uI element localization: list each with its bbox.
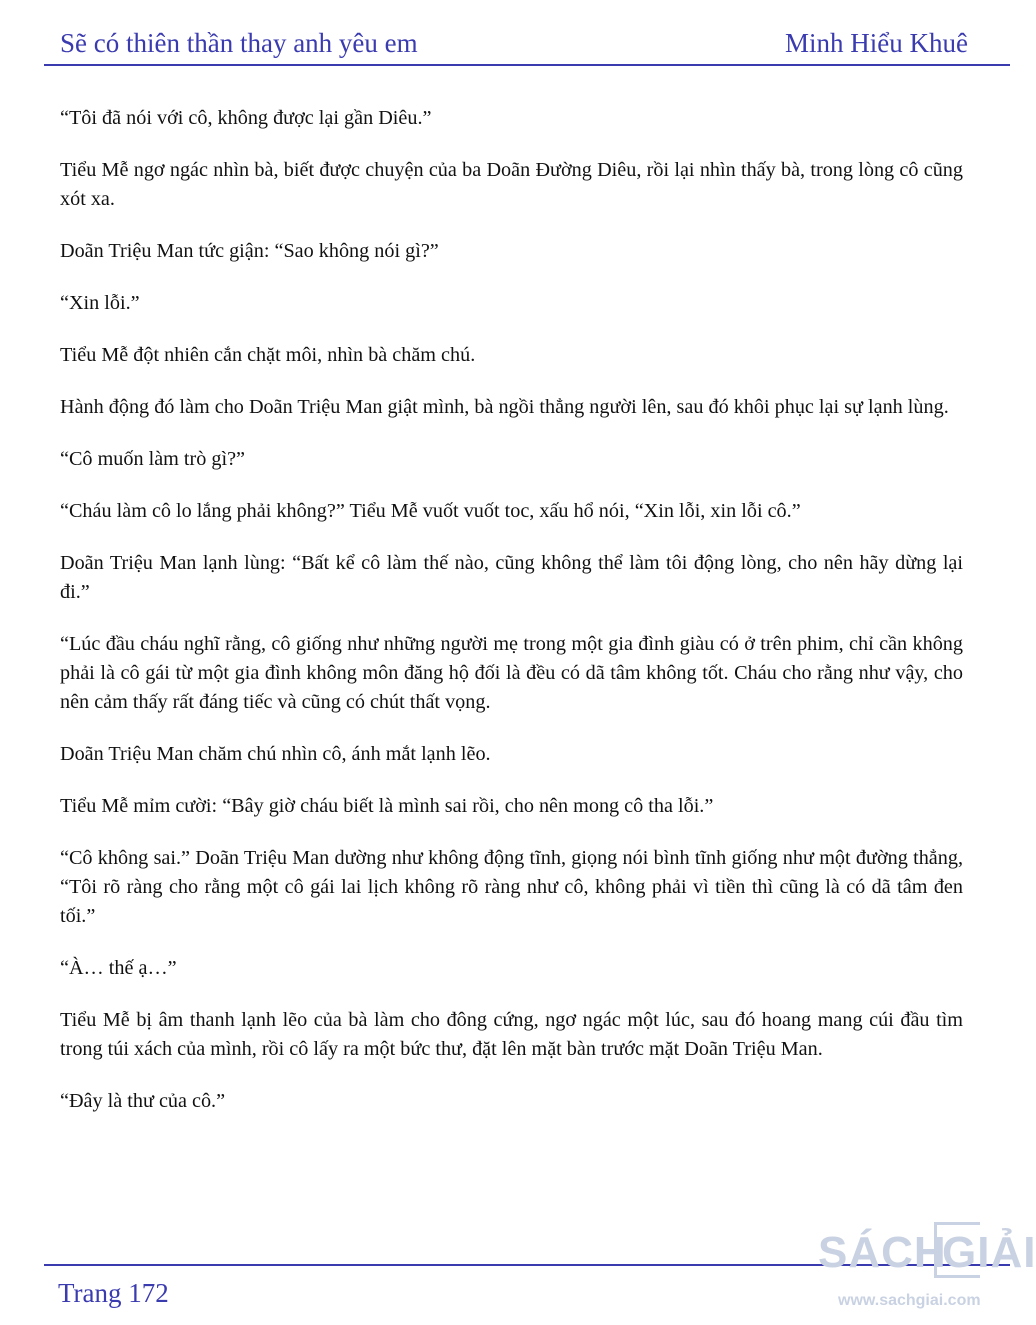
paragraph: “Đây là thư của cô.” [60,1090,226,1112]
paragraph: “Cô muốn làm trò gì?” [60,448,246,470]
paragraph: Hành động đó làm cho Doãn Triệu Man giật mình, bà ngồi thẳng người lên, sau đó khôi phục lại sự lạnh lùng. [60,396,949,418]
paragraph: “Lúc đầu cháu nghĩ rằng, cô giống như những người mẹ trong một gia đình giàu có ở trên phim, chỉ cần không phải là cô gái từ một gia đình không môn đăng hộ đối là đều có dã tâm không tốt. Cháu cho rằng như vậy, cho nên cảm thấy rất đáng tiếc và cũng có chút thất vọng. [60,633,963,713]
paragraph: Tiểu Mễ ngơ ngác nhìn bà, biết được chuyện của ba Doãn Đường Diêu, rồi lại nhìn thấy bà, trong lòng cô cũng xót xa. [60,159,963,210]
body-text [60,104,963,1139]
paragraph: “Xin lỗi.” [60,292,140,314]
paragraph: Tiểu Mễ bị âm thanh lạnh lẽo của bà làm cho đông cứng, ngơ ngác một lúc, sau đó hoang mang cúi đầu tìm trong túi xách của mình, rồi cô lấy ra một bức thư, đặt lên mặt bàn trước mặt Doãn Triệu Man. [60,1009,963,1060]
paragraph: Tiểu Mễ đột nhiên cắn chặt môi, nhìn bà chăm chú. [60,344,476,366]
paragraph: Doãn Triệu Man tức giận: “Sao không nói gì?” [60,240,439,262]
book-title: Sẽ có thiên thần thay anh yêu em [60,28,418,58]
paragraph: “À… thế ạ…” [60,957,177,979]
paragraph: “Cô không sai.” Doãn Triệu Man dường như không động tĩnh, giọng nói bình tĩnh giống như một đường thẳng, “Tôi rõ ràng cho rằng một cô gái lai lịch không rõ ràng như cô, không phải vì tiền thì cũng là có dã tâm đen tối.” [60,847,963,927]
watermark-brand-left: SÁCH [818,1228,947,1277]
paragraph: Doãn Triệu Man chăm chú nhìn cô, ánh mắt lạnh lẽo. [60,743,491,765]
page-number: Trang 172 [58,1278,169,1308]
site-watermark [818,1222,1036,1325]
paragraph: Doãn Triệu Man lạnh lùng: “Bất kể cô làm thế nào, cũng không thể làm tôi động lòng, cho nên hãy dừng lại đi.” [60,552,963,603]
watermark-brand-right: GIẢI [942,1228,1036,1277]
paragraph: Tiểu Mễ mỉm cười: “Bây giờ cháu biết là mình sai rồi, cho nên mong cô tha lỗi.” [60,795,714,817]
paragraph: “Tôi đã nói với cô, không được lại gần Diêu.” [60,107,432,129]
author-name: Minh Hiểu Khuê [785,28,968,58]
header-divider [44,64,1010,66]
watermark-url: www.sachgiai.com [838,1292,981,1309]
paragraph: “Cháu làm cô lo lắng phải không?” Tiểu Mễ vuốt vuốt toc, xấu hổ nói, “Xin lỗi, xin lỗi cô.” [60,500,801,522]
